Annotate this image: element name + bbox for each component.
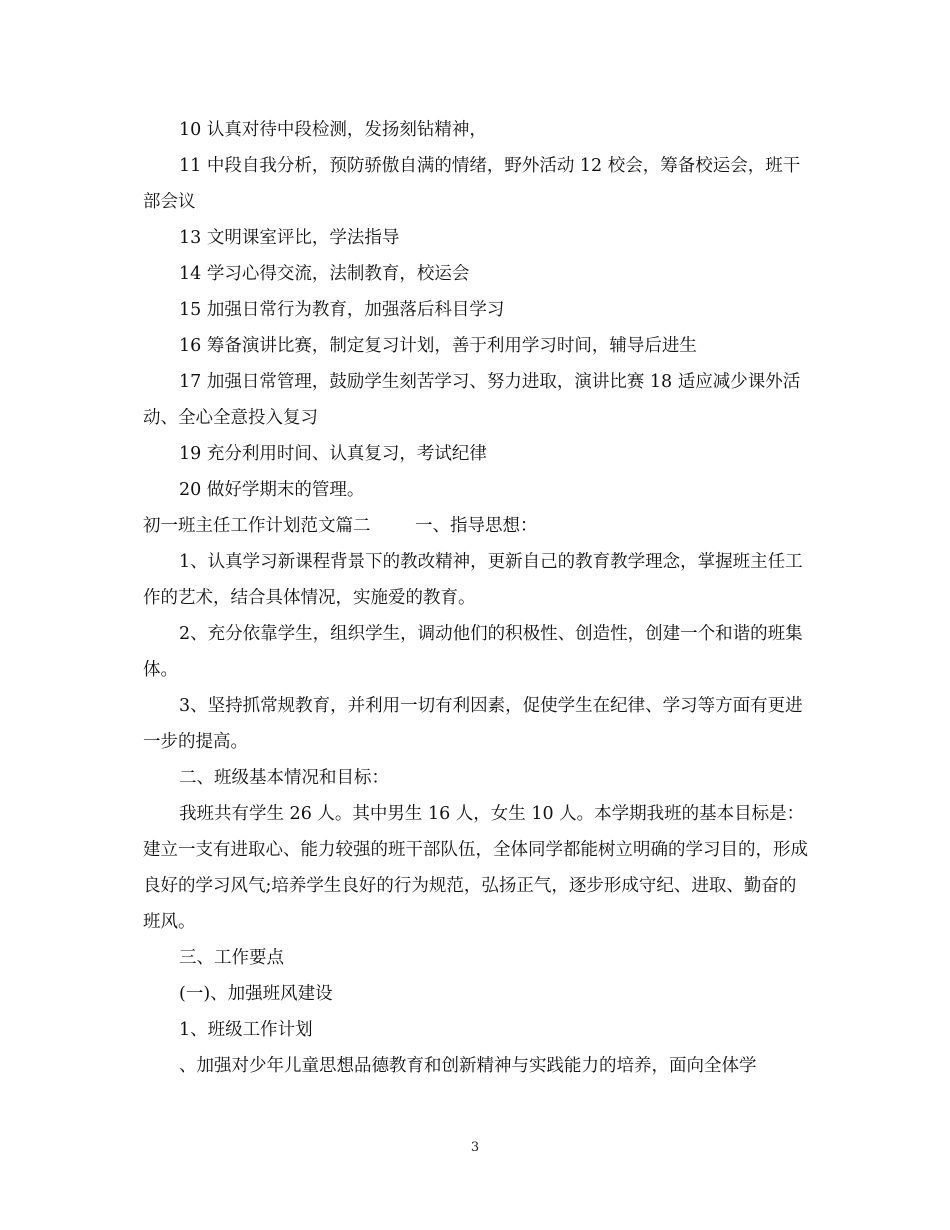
subsection-heading: 1、班级工作计划: [179, 1020, 313, 1040]
paragraph: 13 文明课室评比，学法指导: [179, 228, 400, 248]
paragraph: 11 中段自我分析，预防骄傲自满的情绪，野外活动 12 校会，筹备校运会，班干部会议: [143, 156, 801, 212]
paragraph: 20 做好学期末的管理。: [179, 480, 365, 500]
paragraph: 17 加强日常管理，鼓励学生刻苦学习、努力进取，演讲比赛 18 适应减少课外活动、全心全意投入复习: [143, 372, 801, 428]
paragraph: 3、坚持抓常规教育，并利用一切有利因素，促使学生在纪律、学习等方面有更进一步的提高。: [143, 696, 803, 752]
section-heading: 三、工作要点: [179, 948, 284, 968]
paragraph: 、加强对少年儿童思想品德教育和创新精神与实践能力的培养，面向全体学: [179, 1056, 757, 1076]
paragraph: 16 筹备演讲比赛，制定复习计划，善于利用学习时间，辅导后进生: [179, 336, 697, 356]
paragraph: 10 认真对待中段检测，发扬刻钻精神，: [179, 120, 487, 140]
paragraph: 2、充分依靠学生，组织学生，调动他们的积极性、创造性，创建一个和谐的班集体。: [143, 624, 803, 680]
paragraph: 14 学习心得交流，法制教育，校运会: [179, 264, 470, 284]
section-heading: 初一班主任工作计划范文篇二 一、指导思想：: [143, 516, 538, 536]
subsection-heading: (一)、加强班风建设: [179, 984, 333, 1004]
page-number: 3: [470, 1140, 480, 1155]
paragraph: 1、认真学习新课程背景下的教改精神，更新自己的教育教学理念，掌握班主任工作的艺术，结合具体情况，实施爱的教育。: [143, 552, 803, 608]
section-heading: 二、班级基本情况和目标：: [179, 768, 389, 788]
paragraph: 19 充分利用时间、认真复习，考试纪律: [179, 444, 487, 464]
paragraph: 我班共有学生 26 人。其中男生 16 人，女生 10 人。本学期我班的基本目标是：建立一支有进取心、能力较强的班干部队伍，全体同学都能树立明确的学习目的，形成良好的学习风气;培养学生良好的行为规范，弘扬正气，逐步形成守纪、进取、勤奋的班风。: [143, 804, 808, 932]
paragraph: 15 加强日常行为教育，加强落后科目学习: [179, 300, 505, 320]
document-body: [143, 112, 808, 1084]
